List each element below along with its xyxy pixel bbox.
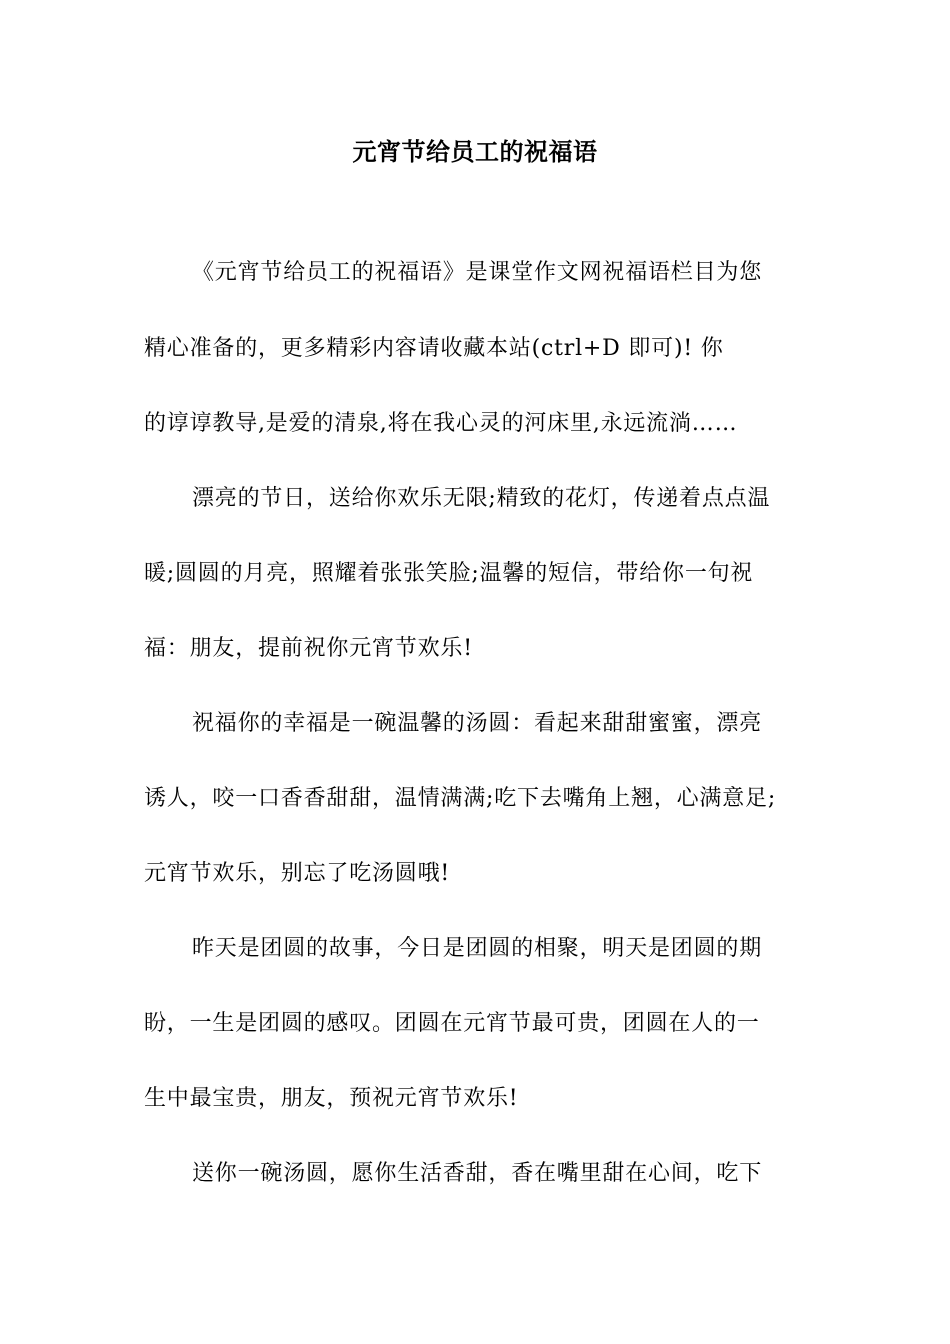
paragraph-line: 元宵节欢乐，别忘了吃汤圆哦! xyxy=(144,861,451,886)
paragraph-line: 生中最宝贵，朋友，预祝元宵节欢乐! xyxy=(144,1086,519,1111)
paragraph-line: 送你一碗汤圆，愿你生活香甜，香在嘴里甜在心间，吃下 xyxy=(192,1161,763,1186)
paragraph-line: 《元宵节给员工的祝福语》是课堂作文网祝福语栏目为您 xyxy=(192,260,763,285)
paragraph-line: 暖;圆圆的月亮，照耀着张张笑脸;温馨的短信，带给你一句祝 xyxy=(144,561,754,586)
paragraph-line: 漂亮的节日，送给你欢乐无限;精致的花灯，传递着点点温 xyxy=(192,486,771,511)
paragraph-line: 福：朋友，提前祝你元宵节欢乐! xyxy=(144,636,473,661)
paragraph-line: 的谆谆教导,是爱的清泉,将在我心灵的河床里,永远流淌…… xyxy=(144,411,738,436)
paragraph-line: 诱人，咬一口香香甜甜，温情满满;吃下去嘴角上翘，心满意足; xyxy=(144,786,777,811)
paragraph-line: 盼，一生是团圆的感叹。团圆在元宵节最可贵，团圆在人的一 xyxy=(144,1011,760,1036)
paragraph-line: 祝福你的幸福是一碗温馨的汤圆：看起来甜甜蜜蜜，漂亮 xyxy=(192,711,763,736)
paragraph-line: 精心准备的，更多精彩内容请收藏本站(ctrl+D 即可)! 你 xyxy=(144,336,724,361)
paragraph-line: 昨天是团圆的故事，今日是团圆的相聚，明天是团圆的期 xyxy=(192,936,763,961)
document-title: 元宵节给员工的祝福语 xyxy=(352,137,598,166)
